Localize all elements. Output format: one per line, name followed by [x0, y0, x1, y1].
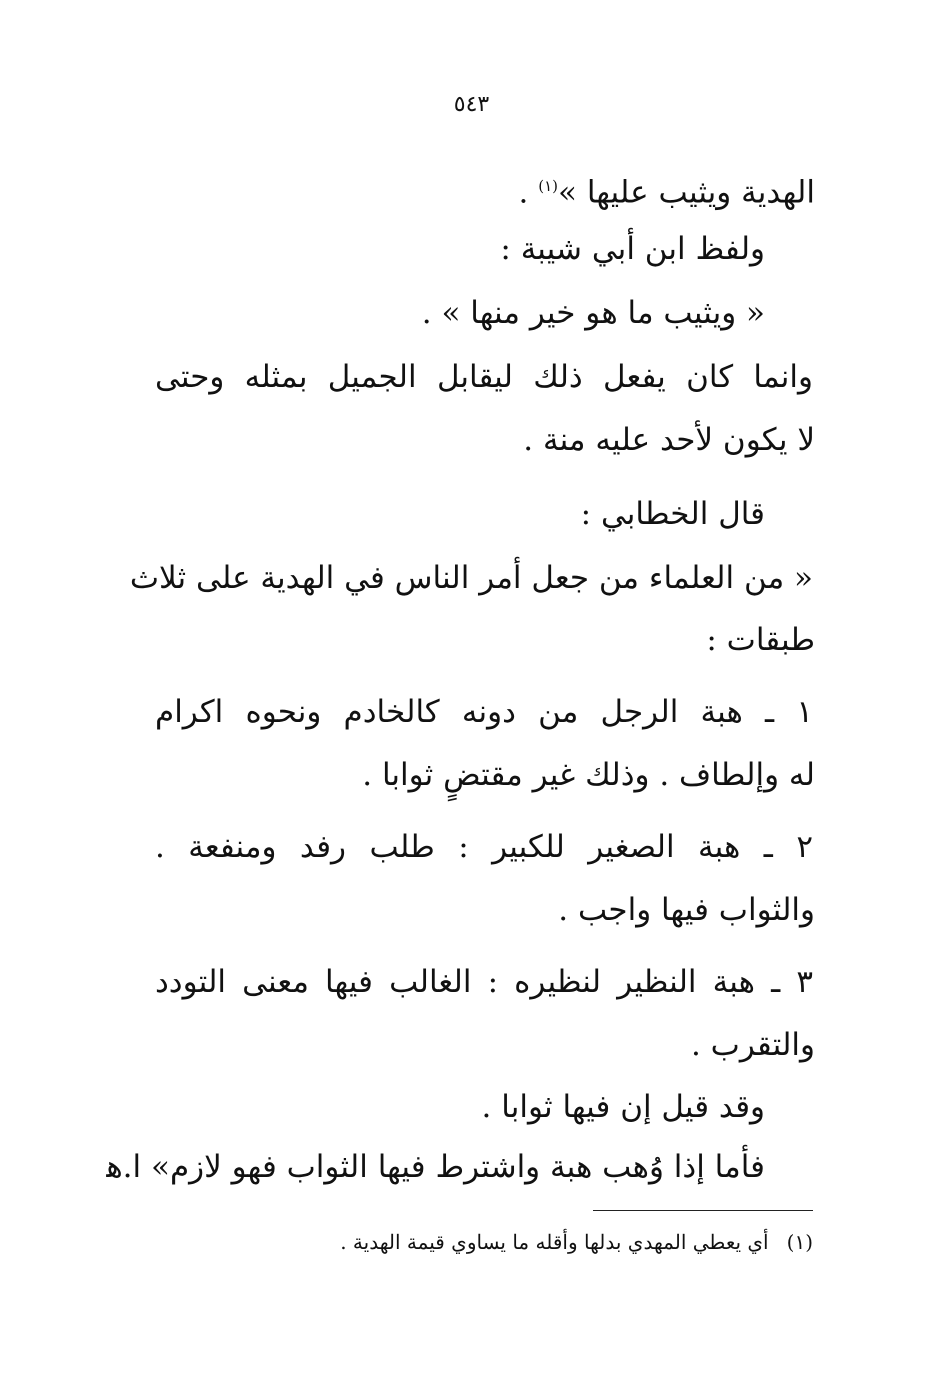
text-line-11: ٢ ـ هبة الصغير للكبير : طلب رفد ومنفعة . — [155, 829, 813, 865]
page-number: ٥٤٣ — [453, 92, 490, 117]
footnote — [313, 1228, 813, 1256]
footnote-reference: (١) — [538, 177, 558, 195]
text-line-9: ١ ـ هبة الرجل من دونه كالخادم ونحوه اكرام — [155, 694, 813, 730]
text-line-5: لا يكون لأحد عليه منة . — [523, 422, 815, 458]
text-line-1-body: الهدية ويثيب عليها » — [558, 174, 815, 211]
text-line-6: قال الخطابي : — [580, 496, 765, 532]
text-line-4: وانما كان يفعل ذلك ليقابل الجميل بمثله وحتى — [155, 359, 813, 395]
text-line-10: له وإلطاف . وذلك غير مقتضٍ ثوابا . — [362, 757, 815, 793]
text-line-2: ولفظ ابن أبي شيبة : — [500, 231, 765, 267]
text-line-1 — [135, 166, 815, 212]
text-line-15: وقد قيل إن فيها ثوابا . — [481, 1089, 765, 1125]
footnote-text: أي يعطي المهدي بدلها وأقله ما يساوي قيمة الهدية . — [340, 1230, 769, 1254]
text-line-8: طبقات : — [706, 622, 815, 658]
text-line-1-end: . — [518, 174, 539, 211]
text-line-16: فأما إذا وُهب هبة واشترط فيها الثواب فهو لازم» ا.ﻫ — [106, 1149, 765, 1185]
footnote-divider — [593, 1210, 813, 1211]
text-line-7: « من العلماء من جعل أمر الناس في الهدية على ثلاث — [129, 560, 813, 596]
text-line-14: والتقرب . — [690, 1027, 815, 1063]
text-line-13: ٣ ـ هبة النظير لنظيره : الغالب فيها معنى التودد — [155, 964, 813, 1000]
text-line-3: « ويثيب ما هو خير منها » . — [421, 295, 765, 331]
text-line-12: والثواب فيها واجب . — [558, 892, 815, 928]
footnote-number: (١) — [786, 1230, 813, 1254]
